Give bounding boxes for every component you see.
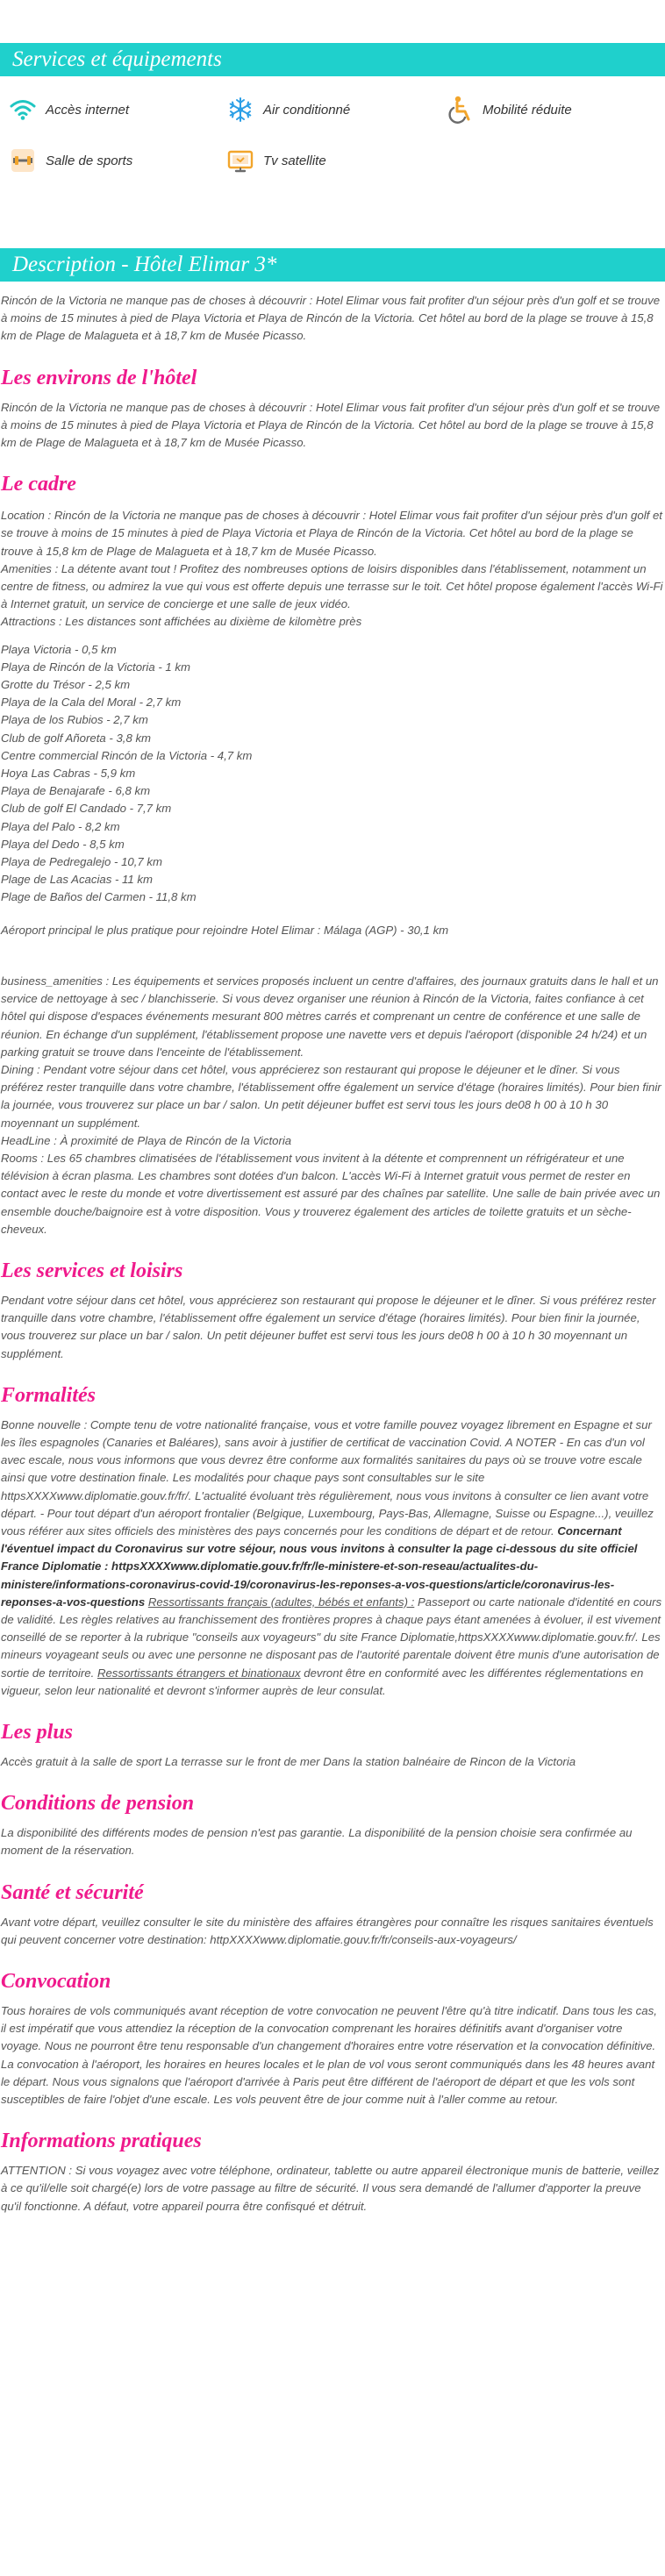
sante-heading: Santé et sécurité <box>1 1880 144 1904</box>
distance-item: Centre commercial Rincón de la Victoria - 4,7 km <box>1 748 253 762</box>
services-text: Pendant votre séjour dans cet hôtel, vous apprécierez son restaurant qui propose le déjeuner et le dîner. Si vous préférez rester tranquille dans votre chambre, l'établissement offre également un service d'étage (horaires limités). Pour bien finir la journée, vous trouverez sur place un bar / salon. Un petit déjeuner buffet est servi tous les jours de08 h 00 à 10 h 30 moyennant un supplément. <box>1 1293 656 1360</box>
pension-heading: Conditions de pension <box>1 1792 195 1816</box>
formalites-part1: Bonne nouvelle : Compte tenu de votre nationalité française, vous et votre famille pouvez voyagez librement en Espagne et sur les îles espagnoles (Canaries et Baléares), sans avoir à justifier de certificat de vaccination Covid. A NOTER - En cas d'un vol avec escale, nous vous informons que vous devrez être conforme aux formalités sanitaires du pays où se trouve votre escale ainsi que votre destination finale. Les modalités pour chaque pays sont consultables sur le site httpsXXXXwww.diplomatie.gouv.fr/fr/. L'actualité évoluant très régulièrement, nous vous invitons à consulter ce lien avant votre départ. - Pour tout départ d'un aéroport frontalier (Belgique, Luxembourg, Pays-Bas, Allemagne, Suisse ou Espagne...), veuillez vous référer aux sites officiels des ministères des pays concernés pour les conditions de départ et de retour. <box>1 1417 654 1538</box>
distance-item: Playa de Pedregalejo - 10,7 km <box>1 855 163 869</box>
convocation-heading: Convocation <box>1 1970 111 1994</box>
amenity-label: Accès internet <box>46 102 130 118</box>
tv-icon <box>226 146 254 175</box>
business-amenities: business_amenities : Les équipements et services proposés incluent un centre d'affaires, des journaux gratuits dans le hall et un service de nettoyage à sec / blanchisserie. Si vous devez organiser une réunion à Rincón de la Victoria, faites confiance à cet hôtel qui dispose d'espaces événements mesurant 800 mètres carrés et comprenant un centre de conférence et une salle de réunion. En échange d'un supplément, l'établissement propose une navette vers et depuis l'aéroport (disponible 24 h/24) et un parking gratuit se trouve dans l'enceinte de l'établissement. <box>1 974 659 1059</box>
distance-item: Playa Victoria - 0,5 km <box>1 642 117 656</box>
amenity-satellite-tv <box>226 146 446 175</box>
distance-item: Club de golf Añoreta - 3,8 km <box>1 731 152 745</box>
sante-text: Avant votre départ, veuillez consulter le site du ministère des affaires étrangères pour connaître les risques sanitaires éventuels qui peuvent concerner votre destination: httpXXXXwww.diplomatie.gouv.fr/fr/conseils-aux-voyageurs/ <box>1 1915 654 1946</box>
convocation-text: Tous horaires de vols communiqués avant réception de votre convocation ne peuvent l'être qu'à titre indicatif. Dans tous les cas, il est impératif que vous attendiez la réception de la convocation comprenant les horaires définitifs avant d'organiser votre voyage. Nous ne pourront être tenu responsable d'un changement d'horaires entre votre réservation et la convocation définitive. La convocation à l'aéroport, les horaires en heures locales et le plan de vol vous seront communiqués dans les 48 heures avant le départ. Nous vous signalons que l'aéroport d'arrivée à Paris peut être différent de l'aéroport de départ et que les vols sont susceptibles de faire l'objet d'une escale. Les vols peuvent être de jour comme nuit à l'aller comme au retour. <box>1 2004 657 2107</box>
amenities-grid <box>0 76 665 182</box>
amenity-label: Mobilité réduite <box>483 102 572 118</box>
formalites-heading: Formalités <box>1 1383 97 1407</box>
pension-text: La disponibilité des différents modes de pension n'est pas garantie. La disponibilité de la pension choisie sera confirmée au moment de la réservation. <box>1 1826 633 1858</box>
description-section <box>0 248 665 346</box>
plus-heading: Les plus <box>1 1721 74 1744</box>
wheelchair-icon <box>446 96 474 124</box>
formalites-foreign-nationals: Ressortissants étrangers et binationaux <box>97 1666 301 1680</box>
pratiques-heading: Informations pratiques <box>1 2130 202 2153</box>
formalites-text <box>1 1416 664 1700</box>
dining-text: Dining : Pendant votre séjour dans cet hôtel, vous apprécierez son restaurant qui propose le déjeuner et le dîner. Si vous préférez rester tranquille dans votre chambre, l'établissement offre également un service d'étage (horaires limités). Pour bien finir la journée, vous trouverez sur place un bar / salon. Un petit déjeuner buffet est servi tous les jours de08 h 00 à 10 h 30 moyennant un supplément. <box>1 1062 661 1130</box>
services-banner: Services et équipements <box>0 43 665 76</box>
formalites-covid-note: Concernant l'éventuel impact du Coronavirus sur votre séjour, nous vous invitons à consulter la page ci-dessous du site officiel France Diplomatie : httpsXXXXwww.diplomatie.gouv.fr/fr/le-ministere-et-son-reseau/actualites-du-ministere/informations-coronavirus-covid-19/coronavirus-les-reponses-a-vos-questions/article/coronavirus-les-reponses-a-vos-questions <box>1 1523 638 1609</box>
distance-item: Club de golf El Candado - 7,7 km <box>1 802 172 816</box>
distance-item: Hoya Las Cabras - 5,9 km <box>1 767 136 781</box>
distance-item: Plage de Las Acacias - 11 km <box>1 873 153 887</box>
snowflake-icon <box>226 96 254 124</box>
environs-heading: Les environs de l'hôtel <box>1 366 197 389</box>
amenity-label: Air conditionné <box>263 102 351 118</box>
amenity-gym <box>9 146 226 175</box>
description-banner: Description - Hôtel Elimar 3* <box>0 248 665 282</box>
distances-list <box>1 641 664 907</box>
distance-item: Playa de Rincón de la Victoria - 1 km <box>1 660 190 674</box>
pratiques-text: ATTENTION : Si vous voyagez avec votre téléphone, ordinateur, tablette ou autre appareil électronique munis de batterie, veillez à ce qu'il/elle soit chargé(e) lors de votre passage au filtre de sécurité. Il vous sera demandé de l'allumer d'apporter la preuve qu'il fonctionne. A défaut, votre appareil pourra être confisqué et détruit. <box>1 2164 660 2213</box>
distance-item: Grotte du Trésor - 2,5 km <box>1 678 131 692</box>
headline-text: HeadLine : À proximité de Playa de Rincón de la Victoria <box>1 1133 292 1147</box>
amenity-air-conditioning <box>226 96 446 124</box>
formalites-part3: devront être en conformité avec les différentes réglementations en vigueur, selon leur nationalité et devront s'informer auprès de leur consulat. <box>1 1666 644 1697</box>
distance-item: Playa de Benajarafe - 6,8 km <box>1 784 151 798</box>
airport-text: Aéroport principal le plus pratique pour rejoindre Hotel Elimar : Málaga (AGP) - 30,1 km <box>1 923 449 937</box>
dumbbell-icon <box>9 146 37 175</box>
distance-item: Plage de Baños del Carmen - 11,8 km <box>1 890 197 904</box>
distance-item: Playa del Palo - 8,2 km <box>1 819 120 833</box>
cadre-attractions: Attractions : Les distances sont affichées au dixième de kilomètre près <box>1 615 362 629</box>
cadre-heading: Le cadre <box>1 473 76 496</box>
environs-text: Rincón de la Victoria ne manque pas de choses à découvrir : Hotel Elimar vous fait profiter d'un séjour près d'un golf et se trouve à moins de 15 minutes à pied de Playa Victoria et Playa de Rincón de la Victoria. Cet hôtel au bord de la plage se trouve à 15,8 km de Plage de Malagueta et à 18,7 km de Musée Picasso. <box>1 400 661 450</box>
intro-text: Rincón de la Victoria ne manque pas de choses à découvrir : Hotel Elimar vous fait profiter d'un séjour près d'un golf et se trouve à moins de 15 minutes à pied de Playa Victoria et Playa de Rincón de la Victoria. Cet hôtel au bord de la plage se trouve à 15,8 km de Plage de Malagueta et à 18,7 km de Musée Picasso. <box>1 294 661 343</box>
amenity-internet <box>9 96 226 124</box>
amenity-label: Salle de sports <box>46 153 133 168</box>
description-content <box>0 365 664 2216</box>
services-section <box>0 0 665 182</box>
formalites-part2: Passeport ou carte nationale d'identité en cours de validité. Les règles relatives au franchissement des frontières propres à chaque pays étant amenées à évoluer, il est vivement conseillé de se reporter à la rubrique "conseils aux voyageurs" du site France Diplomatie,httpsXXXXwww.diplomatie.gouv.fr/. Les mineurs voyageant seuls ou avec une personne ne disposant pas de l'autorité parentale doivent être munis d'une autorisation de sortie de territoire. <box>1 1595 662 1680</box>
rooms-text: Rooms : Les 65 chambres climatisées de l'établissement vous invitent à la détente et comprennent un réfrigérateur et une télévision à écran plasma. Les chambres sont dotées d'un balcon. L'accès Wi-Fi à Internet gratuit vous permet de rester en contact avec le reste du monde et votre divertissement est assuré par des chaînes par satellite. Une salle de bain privée avec un ensemble douche/baignoire est à votre disposition. Vous y trouverez également des articles de toilette gratuits et un sèche-cheveux. <box>1 1151 661 1236</box>
distance-item: Playa del Dedo - 8,5 km <box>1 837 125 851</box>
plus-text: Accès gratuit à la salle de sport La terrasse sur le front de mer Dans la station balnéaire de Rincon de la Victoria <box>1 1755 576 1768</box>
cadre-amenities: Amenities : La détente avant tout ! Profitez des nombreuses options de loisirs disponibles dans l'établissement, notamment un centre de fitness, ou admirez la vue qui vous est offerte depuis une terrasse sur le toit. Cet hôtel propose également l'accès Wi-Fi à Internet gratuit, un service de concierge et une salle de jeux vidéo. <box>1 561 663 611</box>
wifi-icon <box>9 96 37 124</box>
amenity-reduced-mobility <box>446 96 665 124</box>
cadre-location: Location : Rincón de la Victoria ne manque pas de choses à découvrir : Hotel Elimar vous fait profiter d'un séjour près d'un golf et se trouve à moins de 15 minutes à pied de Playa Victoria et Playa de Rincón de la Victoria. Cet hôtel au bord de la plage se trouve à 15,8 km de Plage de Malagueta et à 18,7 km de Musée Picasso. <box>1 509 662 558</box>
distance-item: Playa de los Rubios - 2,7 km <box>1 713 148 727</box>
services-heading: Les services et loisirs <box>1 1259 183 1282</box>
formalites-french-nationals: Ressortissants français (adultes, bébés et enfants) : <box>147 1595 415 1609</box>
amenity-label: Tv satellite <box>263 153 326 168</box>
distance-item: Playa de la Cala del Moral - 2,7 km <box>1 696 182 710</box>
